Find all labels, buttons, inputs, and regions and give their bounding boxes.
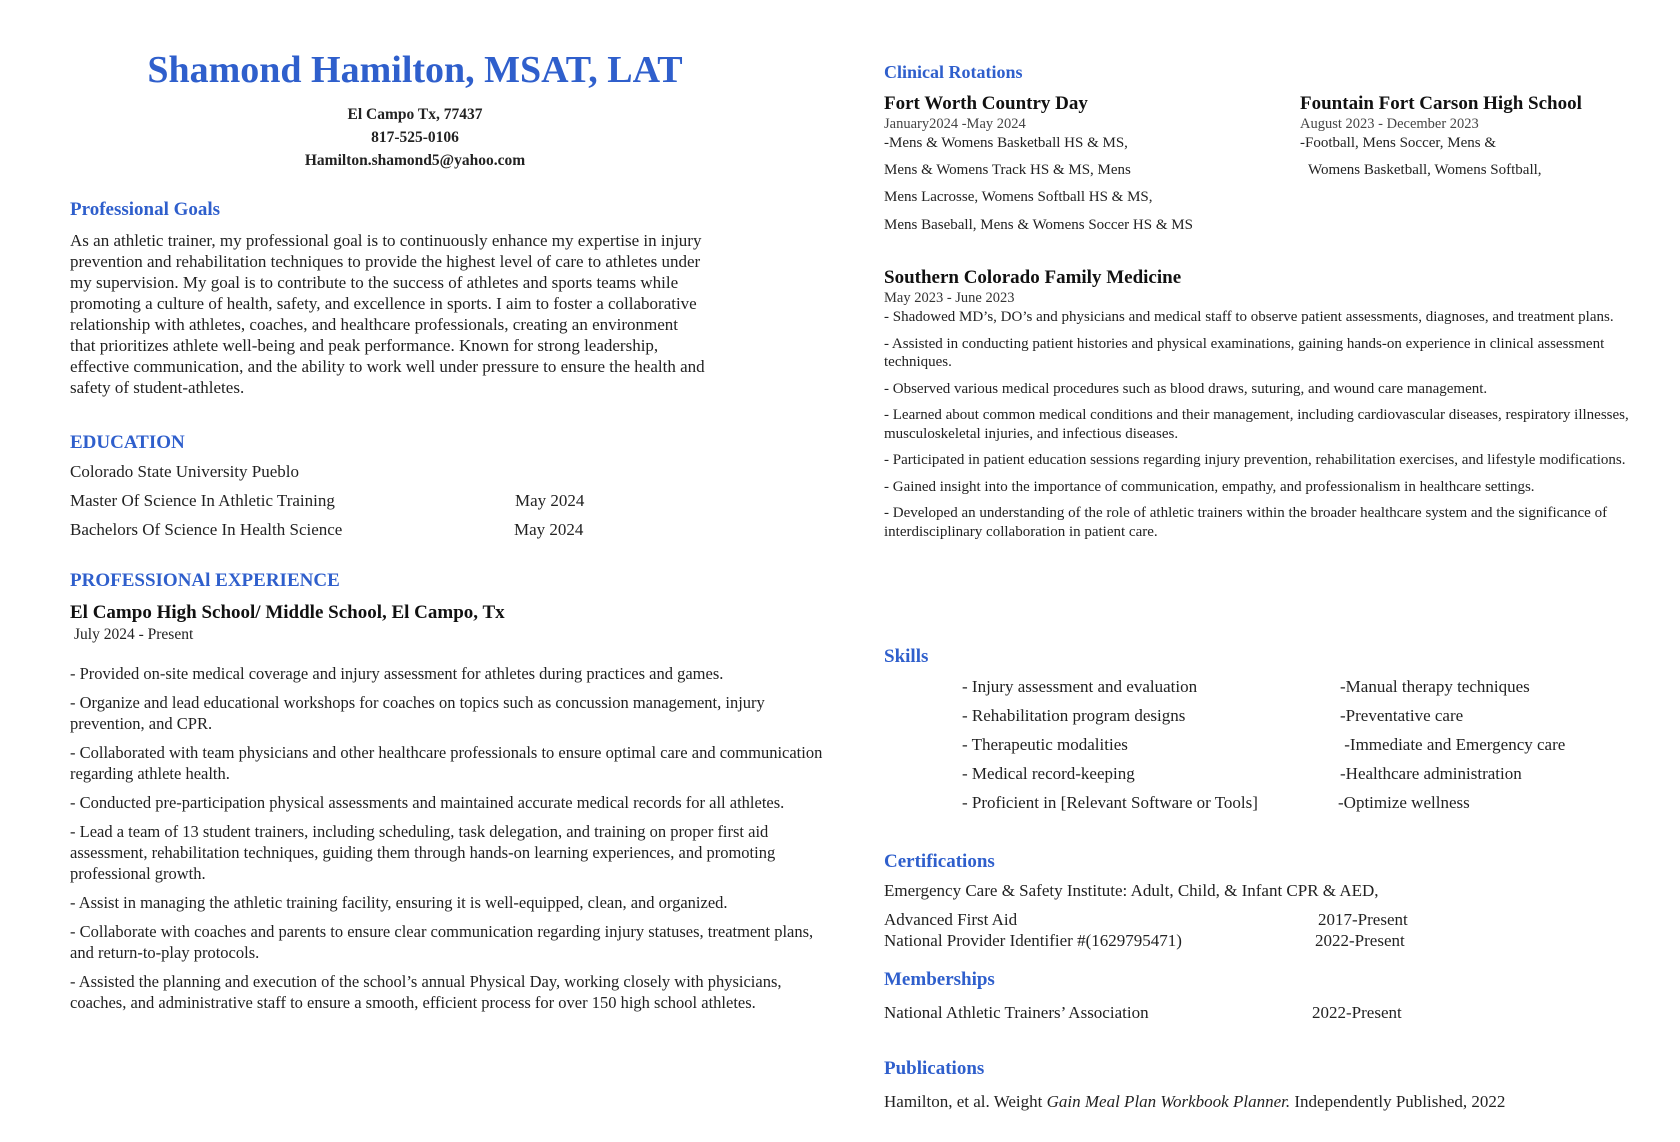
skill-item: -Preventative care [1340, 706, 1464, 725]
rotation-sports-line: Mens Baseball, Mens & Womens Soccer HS & MS [884, 217, 1193, 233]
certification-name: National Provider Identifier #(1629795471) [884, 931, 1182, 950]
rotation-bullet: - Developed an understanding of the role of athletic trainers within the broader healthcare system and the significance of interdisciplinary collaboration in patient care. [884, 505, 1608, 540]
goals-line: safety of student-athletes. [70, 378, 245, 397]
skill-item: -Optimize wellness [1338, 793, 1470, 812]
contact-phone: 817-525-0106 [371, 129, 459, 146]
experience-bullet-list [70, 663, 830, 1021]
rotation-sports-line: Mens Lacrosse, Womens Softball HS & MS, [884, 189, 1153, 205]
education-degree-title: Master Of Science In Athletic Training [70, 491, 335, 510]
publication-publisher: Independently Published, 2022 [1290, 1092, 1506, 1111]
rotation-bullet-list [884, 308, 1634, 549]
certification-name: Advanced First Aid [884, 910, 1018, 929]
rotation-sports-line: -Football, Mens Soccer, Mens & [1300, 135, 1497, 151]
rotation-bullet: - Assisted in conducting patient histories and physical examinations, gaining hands-on experience in clinical assessment techniques. [884, 335, 1605, 370]
experience-bullet: - Collaborated with team physicians and other healthcare professionals to ensure optimal care and communication regarding athlete health. [70, 743, 823, 783]
experience-bullet: - Organize and lead educational workshops for coaches on topics such as concussion management, injury prevention, and CPR. [70, 693, 765, 733]
certification-date: 2017-Present [1318, 910, 1408, 929]
skill-item: - Medical record-keeping [962, 764, 1135, 783]
professional-goals-paragraph [70, 230, 705, 398]
contact-address: El Campo Tx, 77437 [347, 106, 483, 123]
rotation-title: Southern Colorado Family Medicine [884, 267, 1182, 288]
section-heading-skills: Skills [884, 646, 929, 667]
experience-title: El Campo High School/ Middle School, El Campo, Tx [70, 602, 505, 623]
skill-item: - Proficient in [Relevant Software or Tools] [962, 793, 1258, 812]
skill-item: -Healthcare administration [1340, 764, 1522, 783]
rotation-title: Fountain Fort Carson High School [1300, 93, 1582, 114]
goals-line: prevention and rehabilitation techniques to provide the highest level of care to athletes under [70, 252, 701, 271]
resume-name: Shamond Hamilton, MSAT, LAT [147, 49, 683, 91]
rotation-sports-line: Womens Basketball, Womens Softball, [1308, 162, 1542, 178]
publication-title: Gain Meal Plan Workbook Planner. [1046, 1092, 1291, 1111]
section-heading-education: EDUCATION [70, 432, 185, 453]
section-heading-certifications: Certifications [884, 851, 995, 872]
goals-line: relationship with athletes, coaches, and healthcare professionals, creating an environment [70, 315, 678, 334]
experience-bullet: - Collaborate with coaches and parents to ensure clear communication regarding injury statuses, treatment plans, and return-to-play protocols. [70, 922, 814, 962]
publication-authors: Hamilton, et al. Weight [884, 1092, 1047, 1111]
section-heading-publications: Publications [884, 1058, 985, 1079]
certification-line: Emergency Care & Safety Institute: Adult, Child, & Infant CPR & AED, [884, 881, 1379, 900]
rotation-date: January2024 -May 2024 [884, 116, 1026, 132]
experience-date: July 2024 - Present [74, 626, 194, 643]
education-degree-date: May 2024 [514, 520, 584, 539]
membership-date: 2022-Present [1312, 1003, 1402, 1022]
skill-item: -Immediate and Emergency care [1340, 735, 1566, 754]
education-school: Colorado State University Pueblo [70, 462, 300, 481]
goals-line: my supervision. My goal is to contribute to the success of athletes and sports teams while [70, 273, 679, 292]
membership-name: National Athletic Trainers’ Association [884, 1003, 1149, 1022]
skill-item: - Rehabilitation program designs [962, 706, 1186, 725]
rotation-bullet: - Gained insight into the importance of communication, empathy, and professionalism in healthcare settings. [884, 478, 1535, 495]
experience-bullet: - Assisted the planning and execution of the school’s annual Physical Day, working closely with physicians, coaches, and administrative staff to ensure a smooth, efficient process for over 150 high school athletes. [70, 972, 782, 1012]
contact-email[interactable]: Hamilton.shamond5@yahoo.com [304, 152, 526, 169]
education-degree-date: May 2024 [515, 491, 585, 510]
education-degree-title: Bachelors Of Science In Health Science [70, 520, 343, 539]
experience-bullet: - Lead a team of 13 student trainers, including scheduling, task delegation, and training on proper first aid assessment, rehabilitation techniques, guiding them through hands-on learning experiences, and promoting professional growth. [70, 822, 776, 883]
rotation-sports-line: -Mens & Womens Basketball HS & MS, [884, 135, 1128, 151]
rotation-date: May 2023 - June 2023 [884, 290, 1015, 306]
rotation-bullet: - Shadowed MD’s, DO’s and physicians and medical staff to observe patient assessments, diagnoses, and treatment plans. [884, 309, 1614, 325]
goals-line: promoting a culture of health, safety, and excellence in sports. I aim to foster a collaborative [70, 294, 697, 313]
goals-line: As an athletic trainer, my professional goal is to continuously enhance my expertise in injury [70, 231, 702, 250]
rotation-date: August 2023 - December 2023 [1300, 116, 1479, 132]
experience-bullet: - Conducted pre-participation physical assessments and maintained accurate medical records for all athletes. [70, 793, 785, 812]
certification-date: 2022-Present [1315, 931, 1405, 950]
skill-item: - Injury assessment and evaluation [962, 677, 1198, 696]
rotation-bullet: - Learned about common medical conditions and their management, including cardiovascular diseases, respiratory illnesses, musculoskeletal injuries, and infectious diseases. [884, 407, 1629, 442]
rotation-bullet: - Participated in patient education sessions regarding injury prevention, rehabilitation exercises, and lifestyle modifications. [884, 452, 1626, 468]
publication-entry [884, 1092, 1505, 1112]
section-heading-clinical-rotations: Clinical Rotations [884, 62, 1023, 82]
rotation-sports-line: Mens & Womens Track HS & MS, Mens [884, 162, 1131, 178]
skill-item: -Manual therapy techniques [1340, 677, 1530, 696]
experience-bullet: - Provided on-site medical coverage and injury assessment for athletes during practices and games. [70, 664, 724, 683]
rotation-title: Fort Worth Country Day [884, 93, 1088, 114]
rotation-bullet: - Observed various medical procedures such as blood draws, suturing, and wound care management. [884, 380, 1488, 397]
goals-line: effective communication, and the ability to work well under pressure to ensure the health and [70, 357, 705, 376]
section-heading-professional-experience: PROFESSIONAl EXPERIENCE [70, 570, 340, 591]
skill-item: - Therapeutic modalities [962, 735, 1128, 754]
section-heading-professional-goals: Professional Goals [70, 199, 221, 220]
experience-bullet: - Assist in managing the athletic training facility, ensuring it is well-equipped, clean, and organized. [70, 893, 728, 912]
section-heading-memberships: Memberships [884, 969, 995, 990]
goals-line: that prioritizes athlete well-being and peak performance. Known for strong leadership, [70, 336, 659, 355]
